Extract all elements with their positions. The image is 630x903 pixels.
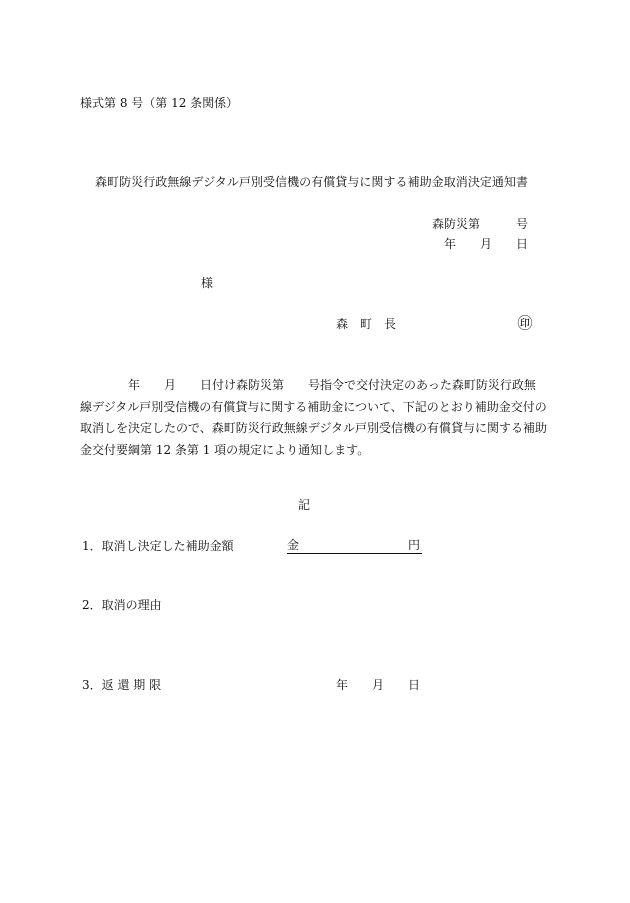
body-line: 年 月 日付け森防災第 号指令で交付決定のあった森町防災行政無 <box>80 378 536 392</box>
body-line: 取消しを決定したので、森町防災行政無線デジタル戸別受信機の有償貸与に関する補助 <box>80 421 548 435</box>
body-line: 線デジタル戸別受信機の有償貸与に関する補助金について、下記のとおり補助金交付の <box>80 399 547 414</box>
document-title: 森町防災行政無線デジタル戸別受信機の有償貸与に関する補助金取消決定通知書 <box>95 175 529 189</box>
amount-field <box>287 539 422 554</box>
sender-title: 森 町 長 <box>336 317 397 331</box>
item3-label: 3．返 還 期 限 <box>82 678 162 692</box>
recipient-suffix: 様 <box>201 276 214 290</box>
deadline-date: 年 月 日 <box>336 678 421 692</box>
notice-body <box>80 375 556 461</box>
form-number: 様式第 8 号（第 12 条関係） <box>80 96 239 110</box>
reference-date: 年 月 日 <box>444 237 529 251</box>
reference-number: 森防災第 号 <box>432 217 529 231</box>
amount-prefix: 金 <box>287 538 300 552</box>
seal-mark-icon: ㊞ <box>517 314 533 332</box>
body-line: 金交付要綱第 12 条第 1 項の規定により通知します。 <box>80 442 370 457</box>
item1-label: 1．取消し決定した補助金額 <box>82 539 234 553</box>
ki-heading: 記 <box>298 498 311 512</box>
amount-suffix: 円 <box>407 538 420 552</box>
item2-label: 2．取消の理由 <box>82 598 162 612</box>
